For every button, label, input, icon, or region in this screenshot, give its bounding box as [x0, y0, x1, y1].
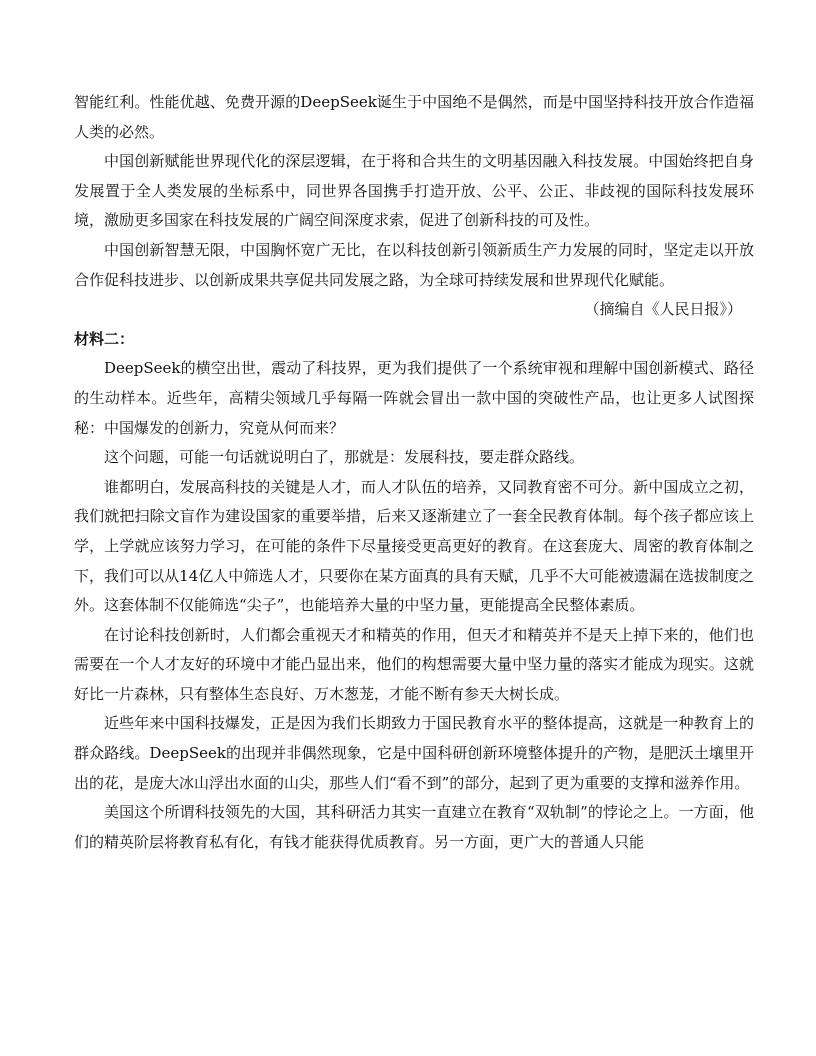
material-one-section: [74, 88, 754, 325]
material-two-paragraph-6: 美国这个所谓科技领先的大国，其科研活力其实一直建立在教育“双轨制”的悖论之上。一方面，他们的精英阶层将教育私有化，有钱才能获得优质教育。另一方面，更广大的普通人只能: [74, 803, 754, 851]
material-two-section: [74, 325, 754, 858]
material-one-paragraph-2: 中国创新赋能世界现代化的深层逻辑，在于将和合共生的文明基因融入科技发展。中国始终把自身发展置于全人类发展的坐标系中，同世界各国携手打造开放、公平、公正、非歧视的国际科技发展环境，激励更多国家在科技发展的广阔空间深度求索，促进了创新科技的可及性。: [74, 152, 754, 230]
material-one-paragraph-1: 智能红利。性能优越、免费开源的DeepSeek诞生于中国绝不是偶然，而是中国坚持科技开放合作造福人类的必然。: [74, 93, 754, 141]
material-one-paragraph-3: 中国创新智慧无限，中国胸怀宽广无比，在以科技创新引领新质生产力发展的同时，坚定走以开放合作促科技进步、以创新成果共享促共同发展之路，为全球可持续发展和世界现代化赋能。: [74, 240, 754, 289]
document-page: [74, 88, 754, 857]
material-two-paragraph-3: 谁都明白，发展高科技的关键是人才，而人才队伍的培养，又同教育密不可分。新中国成立之初，我们就把扫除文盲作为建设国家的重要举措，后来又逐渐建立了一套全民教育体制。每个孩子都应该上学，上学就应该努力学习，在可能的条件下尽量接受更高更好的教育。在这套庞大、周密的教育体制之下，我们可以从14亿人中筛选人才，只要你在某方面真的具有天赋，几乎不大可能被遗漏在选拔制度之外。这套体制不仅能筛选“尖子”，也能培养大量的中坚力量，更能提高全民整体素质。: [74, 477, 754, 615]
material-two-paragraph-5: 近些年来中国科技爆发，正是因为我们长期致力于国民教育水平的整体提高，这就是一种教育上的群众路线。DeepSeek的出现并非偶然现象，它是中国科研创新环境整体提升的产物，是肥沃土壤里开出的花，是庞大冰山浮出水面的山尖，那些人们“看不到”的部分，起到了更为重要的支撑和滋养作用。: [74, 714, 754, 792]
material-two-paragraph-1: DeepSeek的横空出世，震动了科技界，更为我们提供了一个系统审视和理解中国创新模式、路径的生动样本。近些年，高精尖领域几乎每隔一阵就会冒出一款中国的突破性产品，也让更多人试图探秘：中国爆发的创新力，究竟从何而来？: [74, 359, 754, 437]
material-two-paragraph-4: 在讨论科技创新时，人们都会重视天才和精英的作用，但天才和精英并不是天上掉下来的，他们也需要在一个人才友好的环境中才能凸显出来，他们的构想需要大量中坚力量的落实才能成为现实。这就好比一片森林，只有整体生态良好、万木葱茏，才能不断有参天大树长成。: [74, 625, 754, 703]
material-one-source: （摘编自《人民日报》）: [584, 300, 742, 319]
material-two-heading: 材料二：: [74, 329, 135, 348]
material-two-paragraph-2: 这个问题，可能一句话就说明白了，那就是：发展科技，要走群众路线。: [104, 448, 585, 467]
